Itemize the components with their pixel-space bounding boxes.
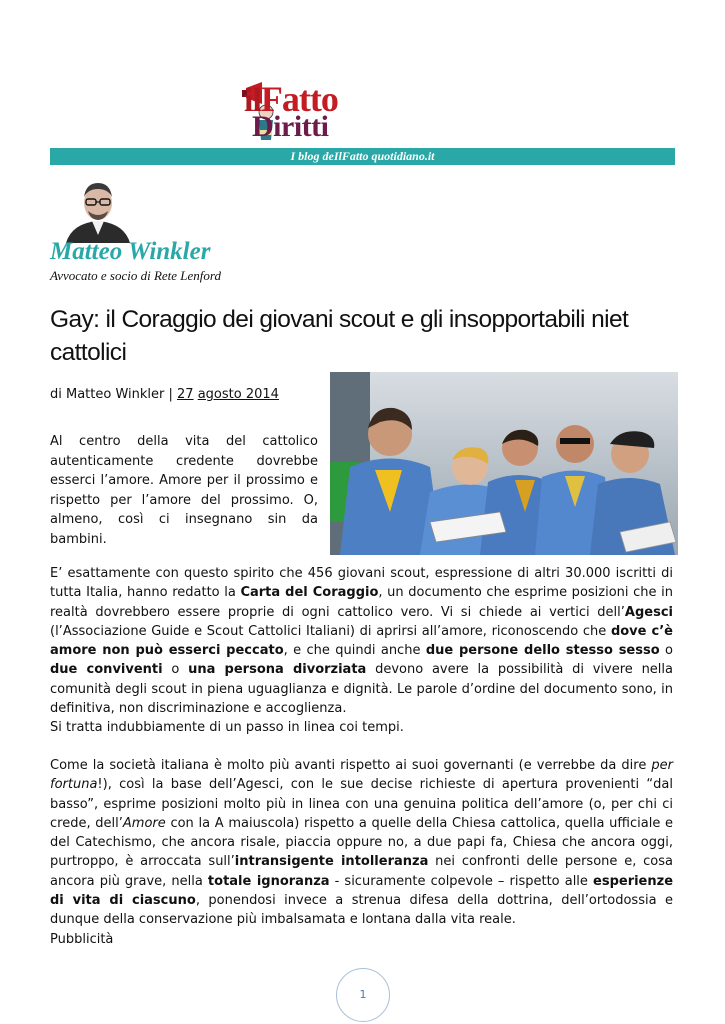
p1-bold-6: una persona divorziata <box>188 662 367 678</box>
p2-bold-1: intransigente intolleranza <box>234 854 429 870</box>
p1-text-4: , e che quindi anche <box>283 643 426 659</box>
p1-text-5: o <box>659 643 674 659</box>
page-number: 1 <box>336 968 390 1022</box>
p2-text-6: , ponendosi invece a strenua difesa della dottrina, dell’ortodossia e dunque della conservazione più imbalsamata e lontana dalla vita reale. <box>50 893 673 928</box>
p2-text-2: !), così la base dell’Agesci, con le sue decise richieste di apertura provenienti “dal basso”, esprime posizioni molto più in linea con una genuina politica dell’amore (o, per chi ci crede, dell’ <box>50 777 673 831</box>
p1-text-7: devono avere la possibilità di vivere nella comunità degli scout in piena uguaglianza e dignità. Le parole d’ordine del documento sono, in definitiva, non discriminazione e accoglienza. <box>50 662 673 717</box>
advertising-label: Pubblicità <box>50 931 114 947</box>
p1-bold-2: Agesci <box>624 604 673 620</box>
p1-text-1: E’ esattamente con questo spirito che 456 giovani scout, espressione di altri 30.000 iscritti di tutta Italia, hanno redatto la <box>50 566 673 601</box>
p1-bold-5: due conviventi <box>50 662 163 678</box>
logo-diritti: Diritti <box>252 110 329 143</box>
scouts-photo <box>330 372 678 555</box>
p2-text-1: Come la società italiana è molto più avanti rispetto ai suoi governanti (e verrebbe da dire <box>50 758 652 773</box>
author-avatar <box>62 177 134 243</box>
logo-il: il <box>244 82 261 119</box>
p2-text-3: con la A maiuscola) rispetto a quelle della Chiesa cattolica, quella ufficiale e del Catechismo, che ancora risale, piaccia oppure no, a due papi fa, Chiesa che ancora oggi, purtroppo, è arroccata sull’ <box>50 815 674 870</box>
p1-text-3: (l’Associazione Guide e Scout Cattolici Italiani) di aprirsi all’amore, riconoscendo che <box>50 623 611 639</box>
article-title: Gay: il Coraggio dei giovani scout e gli insopportabili niet cattolici <box>50 306 629 366</box>
p1-bold-3: dove c’è amore non può esserci peccato <box>50 623 673 659</box>
byline-date-link[interactable]: agosto 2014 <box>197 387 279 402</box>
p1-bold-4: due persone dello stesso sesso <box>425 643 660 659</box>
p2-bold-2: totale ignoranza <box>207 873 330 889</box>
paragraph-2 <box>50 756 673 949</box>
intro-paragraph: Al centro della vita del cattolico autenticamente credente dovrebbe esserci l’amore. Amore per il prossimo e rispetto per l’amore del prossimo. O, almeno, così ci insegnano sin da bambini. <box>50 434 318 547</box>
byline-author: di Matteo Winkler | <box>50 387 178 402</box>
p1-text-8: Si tratta indubbiamente di un passo in linea coi tempi. <box>50 720 404 736</box>
blog-banner: I blog deIlFatto quotidiano.it <box>50 148 675 165</box>
p1-text-6: o <box>162 662 189 678</box>
p2-text-5: - sicuramente colpevole – rispetto alle <box>329 873 594 889</box>
author-portrait-icon <box>62 177 134 243</box>
p2-italic-2: Amore <box>122 815 166 831</box>
scouts-photo-icon <box>330 372 678 555</box>
p1-bold-1: Carta del Coraggio <box>240 585 379 601</box>
logo-fatto: Fatto <box>260 79 338 119</box>
p1-text-2: , un documento che esprime posizioni che in realtà dovrebbero essere proprie di ogni cattolico vero. Vi si chiede ai vertici dell’ <box>50 585 673 620</box>
author-role: Avvocato e socio di Rete Lenford <box>50 268 221 283</box>
paragraph-1 <box>50 564 673 738</box>
site-logo[interactable] <box>240 78 400 148</box>
p2-text-4: nei confronti delle persone e, cosa ancora più grave, nella <box>50 854 674 889</box>
p2-bold-3: esperienze di vita di ciascuno <box>50 873 674 909</box>
p2-italic-1: per fortuna <box>50 758 673 793</box>
byline-day-link[interactable]: 27 <box>177 387 194 402</box>
byline <box>50 387 279 402</box>
author-name[interactable]: Matteo Winkler <box>50 238 211 265</box>
